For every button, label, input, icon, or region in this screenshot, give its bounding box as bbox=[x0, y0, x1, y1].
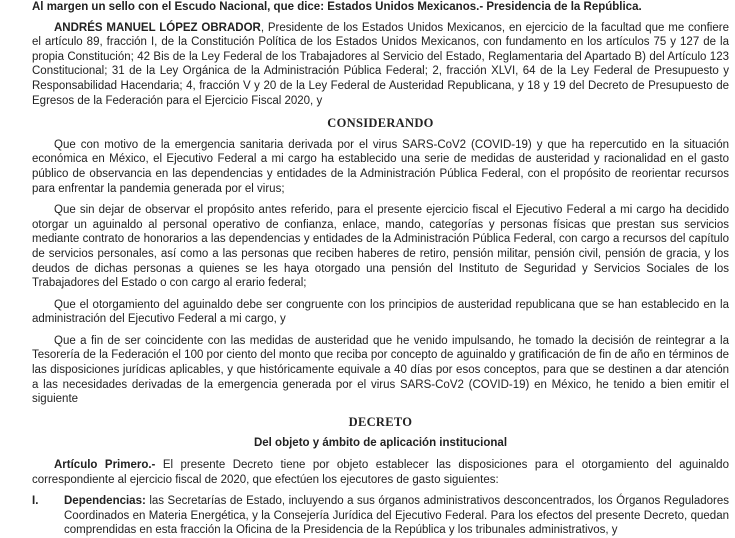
list-item-number: I. bbox=[32, 495, 39, 508]
chapter-title: Del objeto y ámbito de aplicación institucional bbox=[253, 437, 508, 450]
header-line: Al margen un sello con el Escudo Nacional, que dice: Estados Unidos Mexicanos.- Presidencia de la República. bbox=[32, 1, 642, 13]
considerando-paragraph-4: Que a fin de ser coincidente con las medidas de austeridad que he venido impulsando, he tomado la decisión de reintegrar a la Tesorería de la Federación el 100 por ciento del monto que reciba por concepto de aguinaldo y gratificación de fin de año en términos de las disposiciones jurídicas aplicables, y que históricamente equivale a 40 días por esos conceptos, para que se destinen a dar atención a las necesidades derivadas de la emergencia generada por el virus SARS-CoV2 (COVID-19) en México, he tenido a bien emitir el siguiente bbox=[32, 334, 729, 406]
article-first bbox=[32, 458, 729, 487]
considerando-paragraph-2: Que sin dejar de observar el propósito antes referido, para el presente ejercicio fiscal el Ejecutivo Federal a mi cargo ha decidido otorgar un aguinaldo al personal operativo de confianza, enlace, mando, categorías y personas físicas que prestan sus servicios mediante contrato de honorarios a las dependencias y entidades de la Administración Pública Federal, con cargo a recursos del capítulo de servicios personales, así como a las personas que reciben haberes de retiro, pensión militar, pensión civil, pensión de gracia, y los deudos de dichas personas a quienes se les haya otorgado una pensión del Instituto de Seguridad y Servicios Sociales de los Trabajadores del Estado o con cargo al erario federal; bbox=[32, 204, 729, 290]
list-item bbox=[32, 494, 729, 538]
list-item-body bbox=[64, 494, 729, 538]
intro-text: , Presidente de los Estados Unidos Mexicanos, en ejercicio de la facultad que me confiere el artículo 89, fracción I, de la Constitución Política de los Estados Unidos Mexicanos, con fundamento en los artículos 75 y 127 de la propia Constitución; 42 Bis de la Ley Federal de los Trabajadores al Servicio del Estado, Reglamentaria del Apartado B) del Artículo 123 Constitucional; 31 de la Ley Orgánica de la Administración Pública Federal; 2, fracción XLVI, 64 de la Ley Federal de Presupuesto y Responsabilidad Hacendaria; 4, fracción V y 20 de la Ley Federal de Austeridad Republicana, y 18 y 19 del Decreto de Presupuesto de Egresos de la Federación para el Ejercicio Fiscal 2020, y bbox=[32, 21, 729, 107]
intro-paragraph bbox=[32, 21, 729, 109]
considerando-paragraph-3: Que el otorgamiento del aguinaldo debe ser congruente con los principios de austeridad republicana que se han establecido en la administración del Ejecutivo Federal a mi cargo, y bbox=[32, 298, 729, 326]
list-item-term: Dependencias: bbox=[64, 495, 146, 508]
article-label: Artículo Primero.- bbox=[54, 459, 156, 472]
president-name: ANDRÉS MANUEL LÓPEZ OBRADOR bbox=[54, 21, 261, 34]
considerando-paragraph-1: Que con motivo de la emergencia sanitaria derivada por el virus SARS-CoV2 (COVID-19) y que ha repercutido en la situación económica en México, el Ejecutivo Federal a mi cargo ha establecido una serie de medidas de austeridad y racionalidad en el gasto público de observancia en las dependencias y entidades de la Administración Pública Federal, con el propósito de reorientar recursos para enfrentar la pandemia generada por el virus; bbox=[32, 138, 729, 195]
decreto-title: DECRETO bbox=[348, 414, 413, 429]
list-item-text: las Secretarías de Estado, incluyendo a sus órganos administrativos desconcentrados, los Órganos Reguladores Coordinados en Materia Energética, y la Consejería Jurídica del Ejecutivo Federal. Para los efectos del presente Decreto, quedan comprendidas en esta fracción la Oficina de la Presidencia de la República y los tribunales administrativos, y bbox=[64, 495, 729, 537]
considerando-title: CONSIDERANDO bbox=[327, 116, 434, 131]
article-text: El presente Decreto tiene por objeto establecer las disposiciones para el otorgamiento del aguinaldo correspondiente al ejercicio fiscal de 2020, que efectúen los ejecutores de gasto siguientes: bbox=[32, 459, 729, 486]
document-page bbox=[32, 0, 729, 538]
